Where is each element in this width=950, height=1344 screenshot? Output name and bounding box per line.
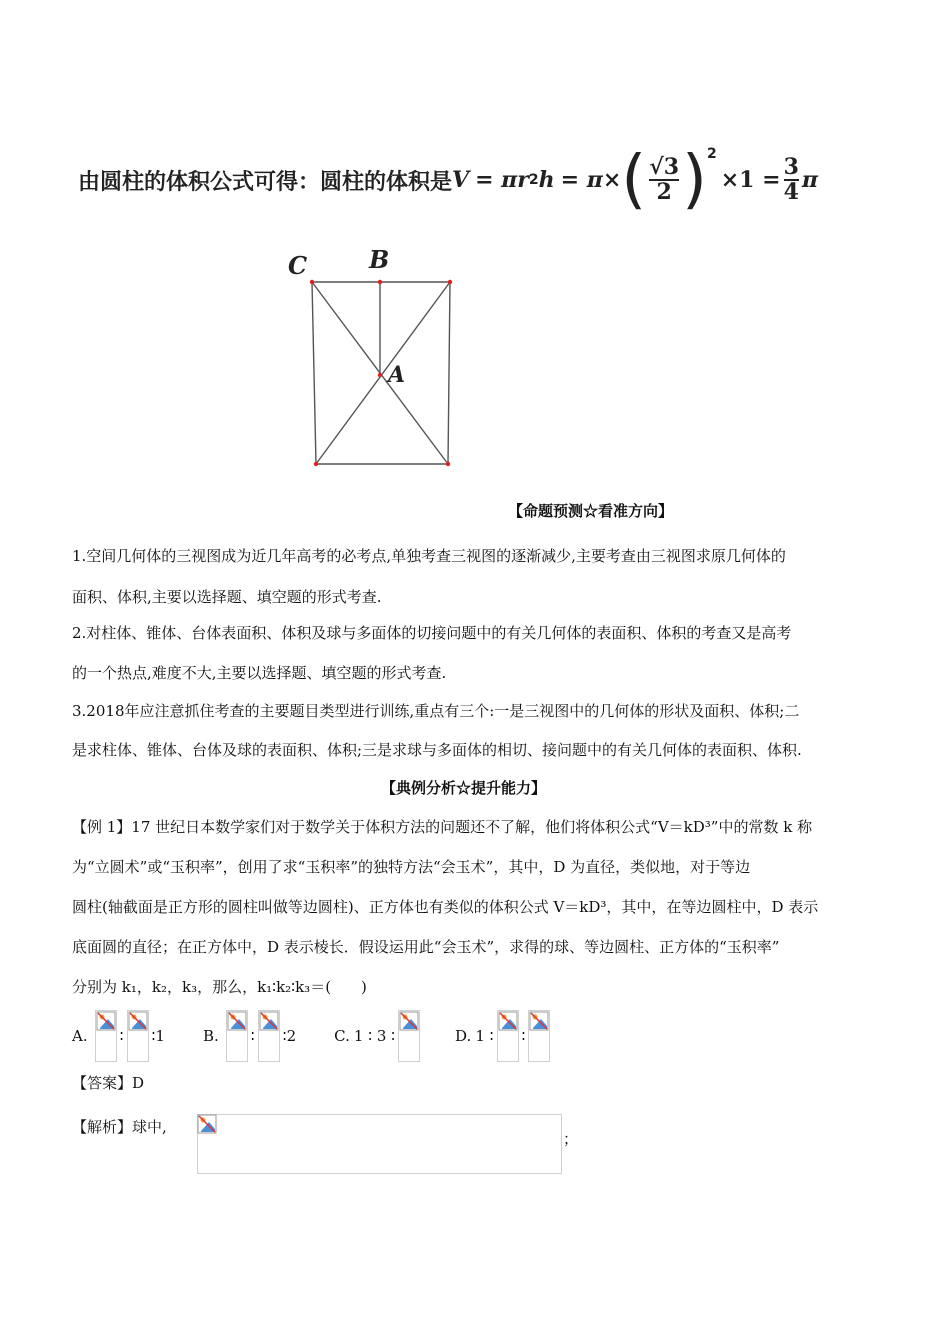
answer-text: 【答案】D [72, 1074, 145, 1092]
formula-square: 2 [707, 146, 717, 162]
volume-formula [78, 140, 818, 220]
broken-image-icon [259, 1011, 279, 1031]
option-d-mid: 1 ∶ [475, 1027, 494, 1045]
option-c-image [398, 1010, 420, 1062]
example-line-5: 分别为 k₁，k₂，k₃，那么，k₁∶k₂∶k₃＝( ) [72, 978, 367, 996]
option-a-image-1 [95, 1010, 117, 1062]
option-b-sep2: ∶ [282, 1027, 287, 1045]
broken-image-icon [96, 1011, 116, 1031]
label-b: B [369, 245, 390, 274]
diagonal-d [316, 282, 450, 464]
broken-image-icon [197, 1114, 217, 1134]
example-line-4: 底面圆的直径；在正方体中，D 表示棱长．假设运用此“会玉术”，求得的球、等边圆柱、正方体的“玉积率” [72, 938, 780, 956]
vertex-a [378, 373, 382, 377]
frac-den-2: 2 [656, 179, 672, 205]
section-title-analysis: 【典例分析☆提升能力】 [381, 779, 547, 797]
analysis-label: 【解析】球中, [72, 1118, 167, 1136]
prediction-line-3: 2.对柱体、锥体、台体表面积、体积及球与多面体的切接问题中的有关几何体的表面积、体积的考查又是高考 [72, 624, 792, 642]
vertex-bottom-left [314, 462, 318, 466]
prediction-line-5: 3.2018年应注意抓住考查的主要题目类型进行训练,重点有三个:一是三视图中的几何体的形状及面积、体积;二 [72, 702, 800, 720]
broken-image-icon [498, 1011, 518, 1031]
option-a-sep: ∶ [119, 1027, 124, 1045]
prediction-line-6: 是求柱体、锥体、台体及球的表面积、体积;三是求球与多面体的相切、接问题中的有关几何体的表面积、体积. [72, 741, 802, 759]
option-d-image-1 [497, 1010, 519, 1062]
example-line-2: 为“立圆术”或“玉积率”，创用了求“玉积率”的独特方法“会玉术”，其中，D 为直径，类似地，对于等边 [72, 858, 751, 876]
option-c-label[interactable]: C. [334, 1027, 350, 1045]
vertex-c [310, 280, 314, 284]
option-b-label[interactable]: B. [202, 1027, 219, 1045]
example-line-3: 圆柱(轴截面是正方形的圆柱叫做等边圆柱)、正方体也有类似的体积公式 V＝kD³，其中，在等边圆柱中，D 表示 [72, 898, 819, 916]
option-d-sep: ∶ [521, 1027, 526, 1045]
formula-times-one: ×1 = [720, 167, 781, 193]
option-a-image-2 [127, 1010, 149, 1062]
option-b-tail: 2 [286, 1027, 297, 1045]
analysis-image-placeholder [197, 1114, 562, 1174]
prediction-line-1: 1.空间几何体的三视图成为近几年高考的必考点,单独考查三视图的逐渐减少,主要考查由三视图求原几何体的 [72, 547, 786, 565]
broken-image-icon [529, 1011, 549, 1031]
formula-exp: 2 [528, 172, 539, 188]
formula-eq2: = π× [560, 167, 622, 193]
analysis-semicolon: ； [563, 1130, 579, 1148]
prediction-line-4: 的一个热点,难度不大,主要以选择题、填空题的形式考查. [72, 664, 447, 682]
frac-den-4: 4 [783, 179, 799, 205]
option-b-image-2 [258, 1010, 280, 1062]
option-b-sep: ∶ [250, 1027, 255, 1045]
option-a-sep2: ∶ [151, 1027, 156, 1045]
label-c: C [288, 251, 308, 280]
option-a-tail: 1 [155, 1027, 165, 1045]
formula-h: h [538, 167, 555, 193]
right-paren: ) [682, 143, 707, 217]
option-b-image-1 [226, 1010, 248, 1062]
formula-pi: π [801, 167, 819, 193]
sqrt3-over-2 [649, 153, 680, 205]
vertex-b [378, 280, 382, 284]
formula-eq1: = πr [475, 167, 529, 193]
broken-image-icon [128, 1011, 148, 1031]
section-title-prediction: 【命题预测☆看准方向】 [508, 502, 674, 520]
formula-v: V [452, 167, 470, 193]
option-a-label[interactable]: A. [72, 1027, 88, 1045]
geometry-figure [280, 242, 480, 482]
option-c-mid: 1 ∶ 3 ∶ [353, 1027, 396, 1045]
prediction-line-2: 面积、体积,主要以选择题、填空题的形式考查. [72, 588, 382, 606]
option-d-image-2 [528, 1010, 550, 1062]
three-quarters [783, 153, 799, 205]
left-paren: ( [621, 143, 647, 217]
formula-prefix: 由圆柱的体积公式可得：圆柱的体积是 [78, 169, 453, 195]
frac-num-sqrt3: √3 [649, 153, 680, 180]
vertex-bottom-right [446, 462, 450, 466]
broken-image-icon [227, 1011, 247, 1031]
answer-options [72, 1008, 553, 1064]
broken-image-icon [399, 1011, 419, 1031]
example-line-1: 【例 1】17 世纪日本数学家们对于数学关于体积方法的问题还不了解，他们将体积公式“V＝kD³”中的常数 k 称 [72, 818, 813, 836]
option-d-label[interactable]: D. [455, 1027, 472, 1045]
vertex-top-right [448, 280, 452, 284]
label-a: A [388, 362, 406, 388]
frac-num-3: 3 [783, 153, 799, 180]
